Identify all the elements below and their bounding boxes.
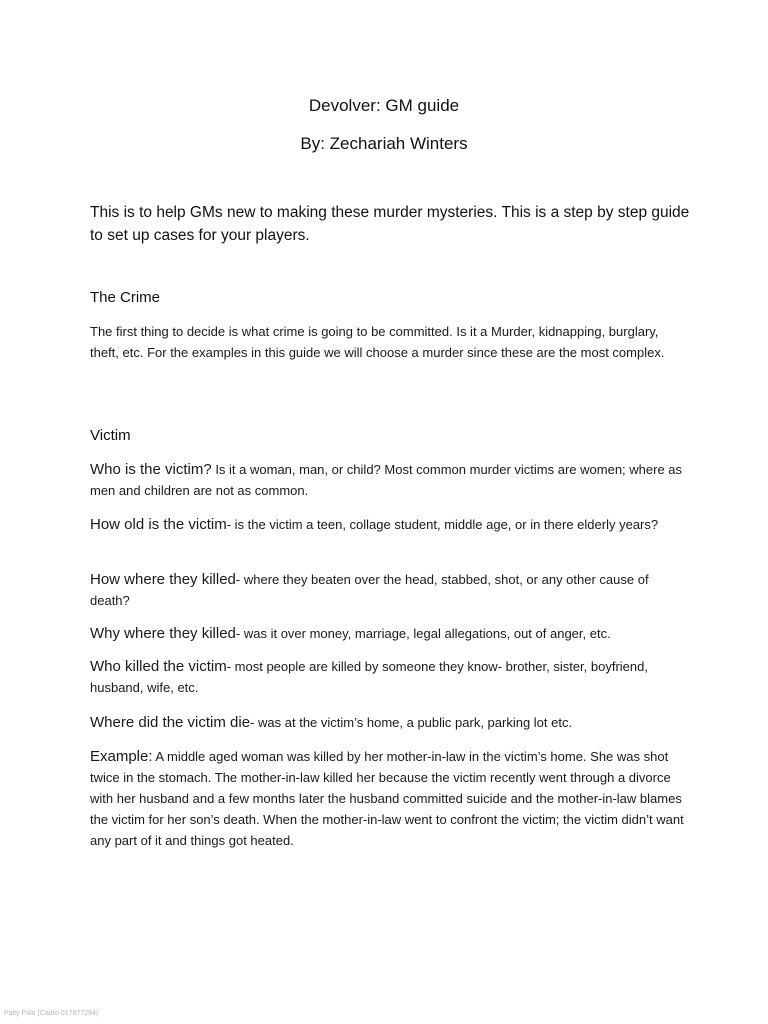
intro-paragraph: This is to help GMs new to making these murder mysteries. This is a step by step guide to set up cases for your players. [90,204,690,244]
victim-question: How where they killed [90,571,236,588]
victim-item-why [90,623,690,644]
victim-answer: - was at the victim’s home, a public park, parking lot etc. [250,715,573,730]
victim-answer: - most people are killed by someone they know- brother, sister, boyfriend, husband, wife, etc. [90,659,648,695]
victim-question: How old is the victim [90,516,227,533]
victim-answer: - was it over money, marriage, legal allegations, out of anger, etc. [235,626,611,641]
victim-heading: Victim [90,427,131,444]
victim-item-killer [90,656,690,698]
footer-watermark: Palty Palo (Cadro 017877294) [4,1010,99,1017]
victim-question: Who is the victim? [90,461,212,478]
author-line: By: Zechariah Winters [300,134,468,153]
victim-item-how [90,569,690,611]
victim-answer: - is the victim a teen, collage student, middle age, or in there elderly years? [226,517,659,532]
crime-heading: The Crime [90,289,161,306]
victim-answer: Is it a woman, man, or child? Most common murder victims are women; where as men and children are not as common. [90,462,683,498]
victim-question: Who killed the victim [90,658,227,675]
victim-item-where [90,712,690,733]
example-label: Example: [90,748,153,765]
document-title: Devolver: GM guide [308,96,460,115]
victim-item-age [90,514,690,535]
example-paragraph [90,746,690,851]
crime-paragraph: The first thing to decide is what crime is going to be committed. Is it a Murder, kidnapping, burglary, theft, etc. For the examples in this guide we will choose a murder since these are the most complex. [90,324,665,360]
victim-question: Why where they killed [90,625,236,642]
victim-question: Where did the victim die [90,714,251,731]
victim-item-who [90,459,690,501]
example-text: A middle aged woman was killed by her mother-in-law in the victim’s home. She was shot twice in the stomach. The mother-in-law killed her because the victim recently went through a divorce with her husband and a few months later the husband committed suicide and the mother-in-law blames the victim for her son’s death. When the mother-in-law went to confront the victim; the victim didn’t want any part of it and things got heated. [90,749,684,848]
victim-answer: - where they beaten over the head, stabbed, shot, or any other cause of death? [90,572,649,608]
